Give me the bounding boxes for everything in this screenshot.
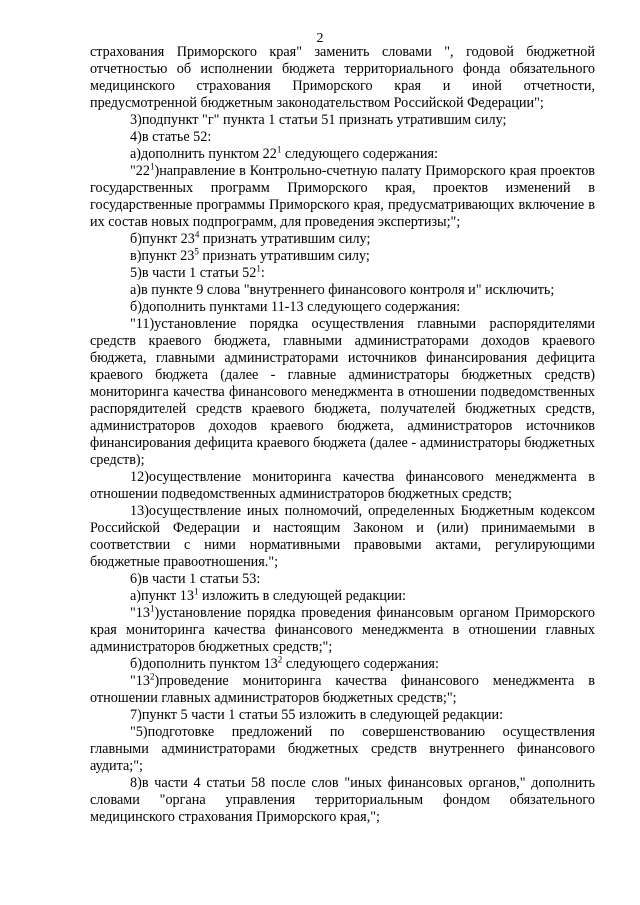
- paragraph-text: признать утратившим силу;: [198, 248, 370, 264]
- paragraph-text: :: [260, 265, 265, 281]
- superscript-index: 1: [193, 586, 199, 597]
- paragraph: 8)в части 4 статьи 58 после слов "иных финансовых органов," дополнить словами "органа управления территориальным фондом обязательного медицинского страхования Приморского края,";: [90, 775, 595, 825]
- paragraph-text: "22: [130, 163, 150, 179]
- paragraph-text: следующего содержания:: [282, 656, 439, 672]
- paragraph: 7)пункт 5 части 1 статьи 55 изложить в следующей редакции:: [130, 707, 504, 723]
- paragraph-text: а)дополнить пунктом 22: [130, 146, 277, 162]
- paragraph: [90, 146, 595, 163]
- paragraph: [90, 605, 595, 656]
- paragraph: страхования Приморского края" заменить словами ", годовой бюджетной отчетностью об исполнении бюджета территориального фонда обязательного медицинского страхования Приморского края и иной отчетности, предусмотренной бюджетным законодательством Российской Федерации";: [90, 44, 595, 111]
- superscript-index: 4: [194, 229, 200, 240]
- superscript-index: 1: [276, 144, 282, 155]
- paragraph: [90, 248, 595, 265]
- paragraph-text: "13: [130, 605, 150, 621]
- paragraph: 4)в статье 52:: [130, 129, 212, 145]
- paragraph: [90, 265, 595, 282]
- superscript-index: 2: [277, 654, 283, 665]
- paragraph: а)в пункте 9 слова "внутреннего финансового контроля и" исключить;: [130, 282, 555, 298]
- paragraph: 13)осуществление иных полномочий, определенных Бюджетным кодексом Российской Федерации и настоящим Законом и (или) принимаемыми в соответствии с ними нормативными правовыми актами, регулирующими бюджетные правоотношения.";: [90, 503, 595, 570]
- paragraph-text: )проведение мониторинга качества финансового менеджмента в отношении главных администраторов бюджетных средств;";: [90, 673, 595, 706]
- paragraph: б)дополнить пунктами 11-13 следующего содержания:: [130, 299, 461, 315]
- superscript-index: 1: [149, 603, 155, 614]
- document-body: [90, 44, 595, 826]
- paragraph: "5)подготовке предложений по совершенствованию осуществления главными администраторами бюджетных средств внутреннего финансового аудита;";: [90, 724, 595, 774]
- superscript-index: 2: [149, 671, 155, 682]
- paragraph: 3)подпункт "г" пункта 1 статьи 51 признать утратившим силу;: [130, 112, 507, 128]
- paragraph: [90, 588, 595, 605]
- page-number: 2: [316, 31, 324, 46]
- paragraph-text: "13: [130, 673, 150, 689]
- paragraph: [90, 231, 595, 248]
- paragraph: 12)осуществление мониторинга качества финансового менеджмента в отношении подведомственных администраторов бюджетных средств;: [90, 469, 595, 502]
- paragraph: 6)в части 1 статьи 53:: [130, 571, 261, 587]
- paragraph-text: б)дополнить пунктом 13: [130, 656, 278, 672]
- paragraph-text: признать утратившим силу;: [199, 231, 371, 247]
- paragraph-text: изложить в следующей редакции:: [198, 588, 406, 604]
- superscript-index: 1: [256, 263, 261, 274]
- paragraph: [90, 163, 595, 231]
- paragraph-text: б)пункт 23: [130, 231, 195, 247]
- superscript-index: 5: [194, 246, 199, 257]
- paragraph-text: в)пункт 23: [130, 248, 195, 264]
- paragraph-text: следующего содержания:: [281, 146, 438, 162]
- paragraph-text: )направление в Контрольно-счетную палату Приморского края проектов государственных программ Приморского края, проектов изменений в государственные программы Приморского края, предусматривающих включение в их состав новых подпрограмм, для проведения экспертизы;";: [90, 163, 595, 230]
- paragraph-text: 5)в части 1 статьи 52: [130, 265, 257, 281]
- superscript-index: 1: [149, 161, 155, 172]
- paragraph-text: а)пункт 13: [130, 588, 194, 604]
- paragraph: "11)установление порядка осуществления главными распорядителями средств краевого бюджета, главными администраторами доходов краевого бюджета, главными администраторами источников финансирования дефицита краевого бюджета (далее - главные администраторы бюджетных средств) мониторинга качества финансового менеджмента в отношении подведомственных распорядителей средств краевого бюджета, получателей бюджетных средств, администраторов доходов краевого бюджета, администраторов источников финансирования дефицита краевого бюджета (далее - администраторы бюджетных средств);: [90, 316, 595, 468]
- paragraph: [90, 673, 595, 707]
- paragraph-text: )установление порядка проведения финансовым органом Приморского края мониторинга качества финансового менеджмента в отношении главных администраторов бюджетных средств;";: [90, 605, 595, 655]
- paragraph: [90, 656, 595, 673]
